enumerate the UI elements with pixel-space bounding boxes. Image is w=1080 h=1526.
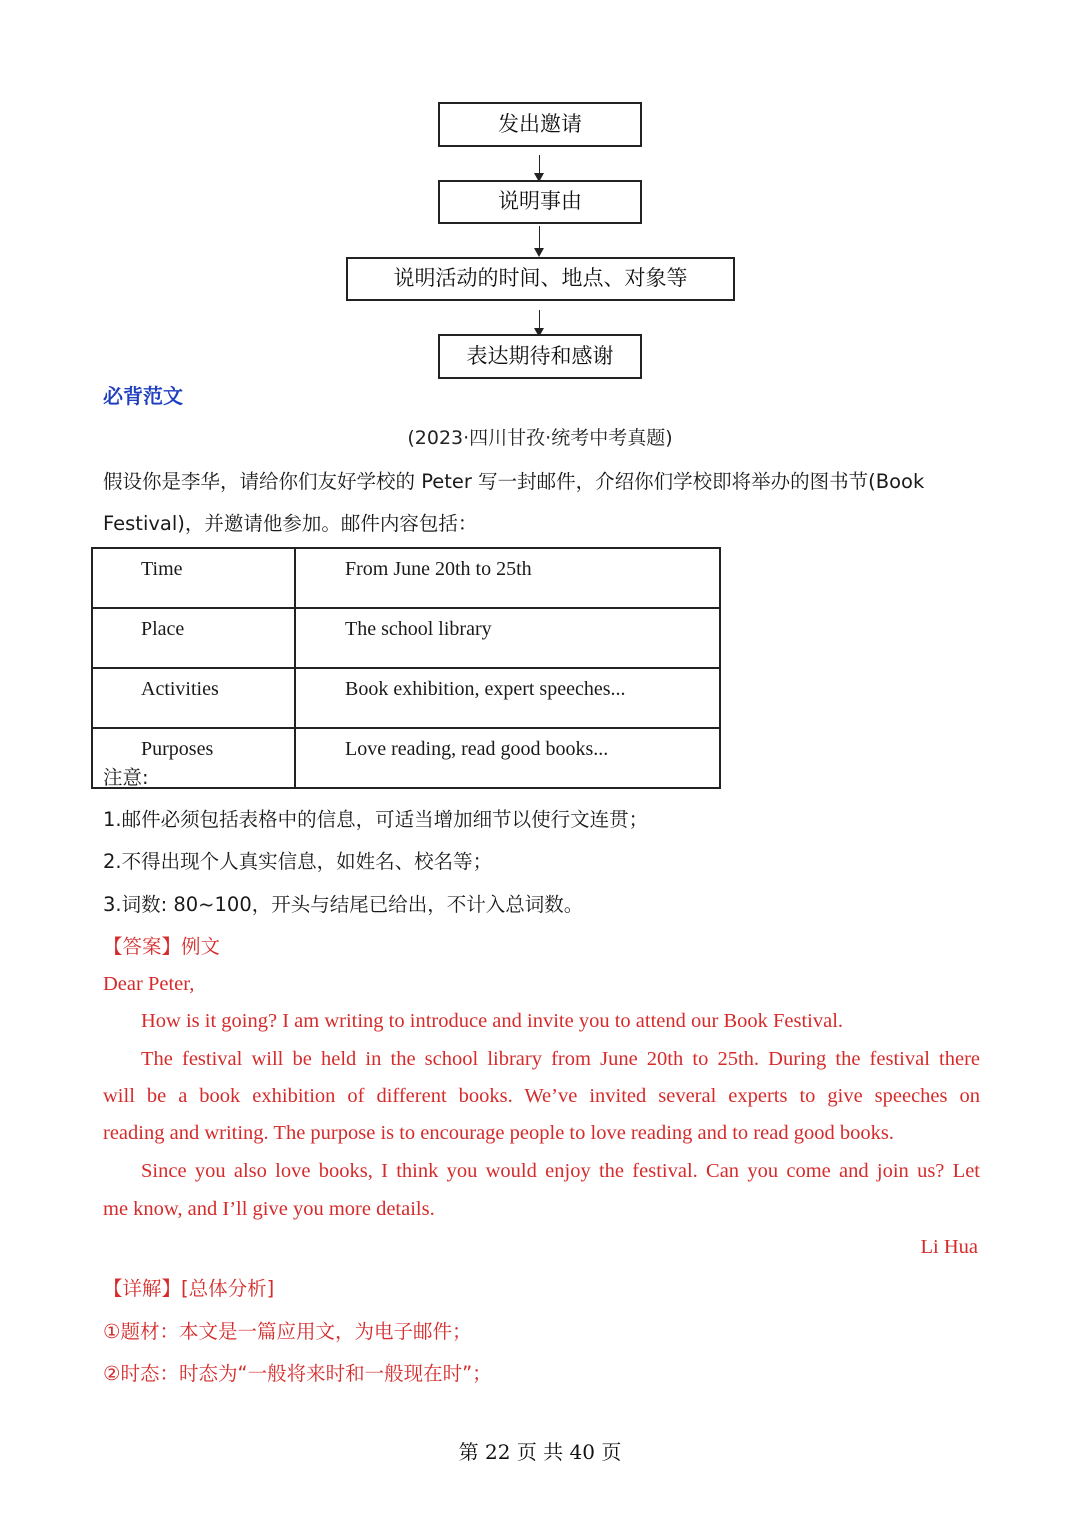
flow-arrow-2 — [539, 226, 540, 250]
prompt-line-1: 假设你是李华，请给你们友好学校的 Peter 写一封邮件，介绍你们学校即将举办的图书节(Book — [103, 470, 925, 493]
section-heading: 必背范文 — [103, 384, 183, 408]
table-value: Love reading, read good books... — [295, 728, 720, 788]
letter-line-4: reading and writing. The purpose is to encourage people to love reading and to read good books. — [103, 1122, 894, 1144]
table-label: Time — [92, 548, 295, 608]
table-label: Activities — [92, 668, 295, 728]
note-item-3: 3.词数: 80~100，开头与结尾已给出，不计入总词数。 — [103, 893, 584, 916]
flow-arrowhead-2 — [534, 248, 544, 257]
answer-heading: 【答案】例文 — [103, 935, 221, 958]
analysis-heading: 【详解】[总体分析] — [103, 1277, 275, 1300]
letter-salutation: Dear Peter, — [103, 973, 195, 995]
note-item-1: 1.邮件必须包括表格中的信息，可适当增加细节以使行文连贯； — [103, 808, 649, 831]
page-number: 第 22 页 共 40 页 — [458, 1440, 622, 1464]
analysis-item-2: ②时态：时态为“一般将来时和一般现在时”； — [103, 1362, 492, 1385]
flow-step-thanks: 表达期待和感谢 — [438, 334, 642, 379]
flow-arrow-3 — [539, 310, 540, 330]
analysis-item-1: ①题材：本文是一篇应用文，为电子邮件； — [103, 1320, 472, 1343]
notes-heading: 注意: — [103, 766, 149, 789]
table-value: Book exhibition, expert speeches... — [295, 668, 720, 728]
flow-step-invite: 发出邀请 — [438, 102, 642, 147]
table-row — [92, 728, 720, 788]
table-value: The school library — [295, 608, 720, 668]
table-label: Place — [92, 608, 295, 668]
table-row — [92, 548, 720, 608]
flow-step-reason: 说明事由 — [438, 180, 642, 224]
letter-line-2: The festival will be held in the school library from June 20th to 25th. During the festival there — [141, 1048, 980, 1070]
flow-step-details: 说明活动的时间、地点、对象等 — [346, 257, 735, 301]
letter-line-3: will be a book exhibition of different books. We’ve invited several experts to give speeches on — [103, 1085, 980, 1107]
letter-line-1: How is it going? I am writing to introduce and invite you to attend our Book Festival. — [141, 1010, 844, 1032]
source-line: (2023·四川甘孜·统考中考真题) — [407, 427, 673, 449]
flow-arrow-1 — [539, 155, 540, 175]
table-value: From June 20th to 25th — [295, 548, 720, 608]
table-row — [92, 608, 720, 668]
info-table — [91, 547, 721, 789]
letter-signature: Li Hua — [920, 1236, 978, 1258]
letter-line-6: me know, and I’ll give you more details. — [103, 1198, 435, 1220]
table-label: Purposes — [92, 728, 295, 788]
table-row — [92, 668, 720, 728]
letter-line-5: Since you also love books, I think you would enjoy the festival. Can you come and join us? Let — [141, 1160, 980, 1182]
note-item-2: 2.不得出现个人真实信息，如姓名、校名等； — [103, 850, 493, 873]
prompt-line-2: Festival)，并邀请他参加。邮件内容包括： — [103, 512, 478, 535]
